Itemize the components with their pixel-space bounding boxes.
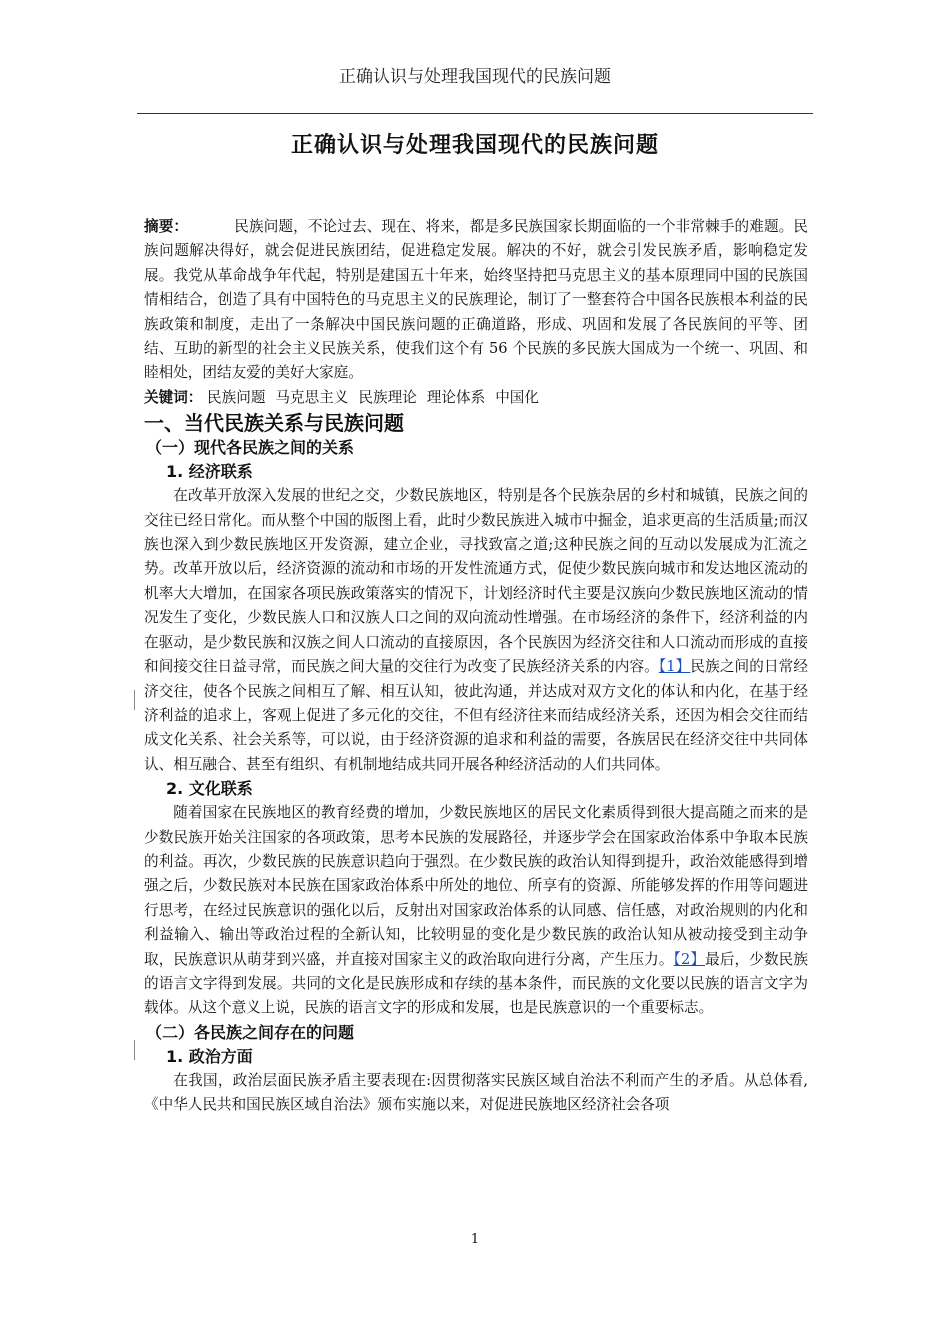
abstract: [144, 215, 808, 386]
header-rule: [137, 113, 813, 114]
keywords: [144, 386, 808, 410]
document-title: 正确认识与处理我国现代的民族问题: [290, 133, 659, 158]
keyword-item: 中国化: [495, 388, 539, 406]
margin-mark: [134, 1040, 135, 1060]
document-body: [144, 215, 808, 1118]
page-number: 1: [470, 1232, 480, 1247]
section-heading: 一、当代民族关系与民族问题: [144, 411, 404, 436]
subsection-heading: （二）各民族之间存在的问题: [146, 1022, 355, 1042]
keyword-item: 理论体系: [426, 388, 486, 406]
abstract-label: 摘要：: [144, 218, 189, 235]
item-heading: 1. 政治方面: [166, 1046, 253, 1066]
keyword-item: 民族理论: [358, 388, 417, 406]
subsection-heading: （一）现代各民族之间的关系: [146, 438, 355, 458]
reference-link[interactable]: 【2】: [673, 950, 706, 968]
paragraph-political: 在我国，政治层面民族矛盾主要表现在:因贯彻落实民族区域自治法不利而产生的矛盾。从总体看,《中华人民共和国民族区域自治法》颁布实施以来，对促进民族地区经济社会各项: [144, 1071, 808, 1114]
running-header: 正确认识与处理我国现代的民族问题: [339, 67, 611, 87]
keyword-item: 民族问题: [207, 388, 266, 406]
paragraph-cultural: 随着国家在民族地区的教育经费的增加，少数民族地区的居民文化素质得到很大提高随之而来的是少数民族开始关注国家的各项政策，思考本民族的发展路径，并逐步学会在国家政治体系中争取本民族的利益。再次，少数民族的民族意识趋向于强烈。在少数民族的政治认知得到提升，政治效能感得到增强之后，少数民族对本民族在国家政治体系中所处的地位、所享有的资源、所能够发挥的作用等问题进行思考，在经过民族意识的强化以后，反射出对国家政治体系的认同感、信任感，对政治规则的内化和利益输入、输出等政治过程的全新认知，比较明显的变化是少数民族的政治认知从被动接受到主动争取，民族意识从萌芽到兴盛，并直接对国家主义的政治取向进行分离，产生压力。【2】最后，少数民族的语言文字得到发展。共同的文化是民族形成和存续的基本条件，而民族的文化要以民族的语言文字为载体。从这个意义上说，民族的语言文字的形成和发展，也是民族意识的一个重要标志。: [144, 804, 808, 1017]
item-heading: 2. 文化联系: [166, 779, 253, 799]
item-heading: 1. 经济联系: [166, 462, 253, 482]
abstract-text: 民族问题，不论过去、现在、将来，都是多民族国家长期面临的一个非常棘手的难题。民族问题解决得好，就会促进民族团结，促进稳定发展。解决的不好，就会引发民族矛盾，影响稳定发展。我党从革命战争年代起，特别是建国五十年来，始终坚持把马克思主义的基本原理同中国的民族国情相结合，创造了具有中国特色的马克思主义的民族理论，制订了一整套符合中国各民族根本利益的民族政策和制度，走出了一条解决中国民族问题的正确道路，形成、巩固和发展了各民族间的平等、团结、互助的新型的社会主义民族关系，使我们这个有 56 个民族的多民族大国成为一个统一、巩固、和睦相处，团结友爱的美好大家庭。: [144, 218, 808, 382]
reference-link[interactable]: 【1】: [658, 658, 691, 676]
paragraph-economic: 在改革开放深入发展的世纪之交，少数民族地区，特别是各个民族杂居的乡村和城镇，民族之间的交往已经日常化。而从整个中国的版图上看，此时少数民族进入城市中掘金，追求更高的生活质量;而汉族也深入到少数民族地区开发资源，建立企业，寻找致富之道;这种民族之间的互动以发展成为汇流之势。改革开放以后，经济资源的流动和市场的开发性流通方式，促使少数民族向城市和发达地区流动的机率大大增加，在国家各项民族政策落实的情况下，计划经济时代主要是汉族向少数民族地区流动的情况发生了变化，少数民族人口和汉族人口之间的双向流动性增强。在市场经济的条件下，经济利益的内在驱动，是少数民族和汉族之间人口流动的直接原因，各个民族因为经济交往和人口流动而形成的直接和间接交往日益寻常，而民族之间大量的交往行为改变了民族经济关系的内容。【1】民族之间的日常经济交往，使各个民族之间相互了解、相互认知，彼此沟通，并达成对双方文化的体认和内化，在基于经济利益的追求上，客观上促进了多元化的交往，不但有经济往来而结成经济关系，还因为相会交往而结成文化关系、社会关系等，可以说，由于经济资源的追求和利益的需要，各族居民在经济交往中共同体认、相互融合、甚至有组织、有机制地结成共同开展各种经济活动的人们共同体。: [144, 487, 808, 773]
keywords-label: 关键词：: [144, 388, 203, 406]
margin-mark: [134, 690, 135, 710]
keyword-item: 马克思主义: [275, 388, 349, 406]
